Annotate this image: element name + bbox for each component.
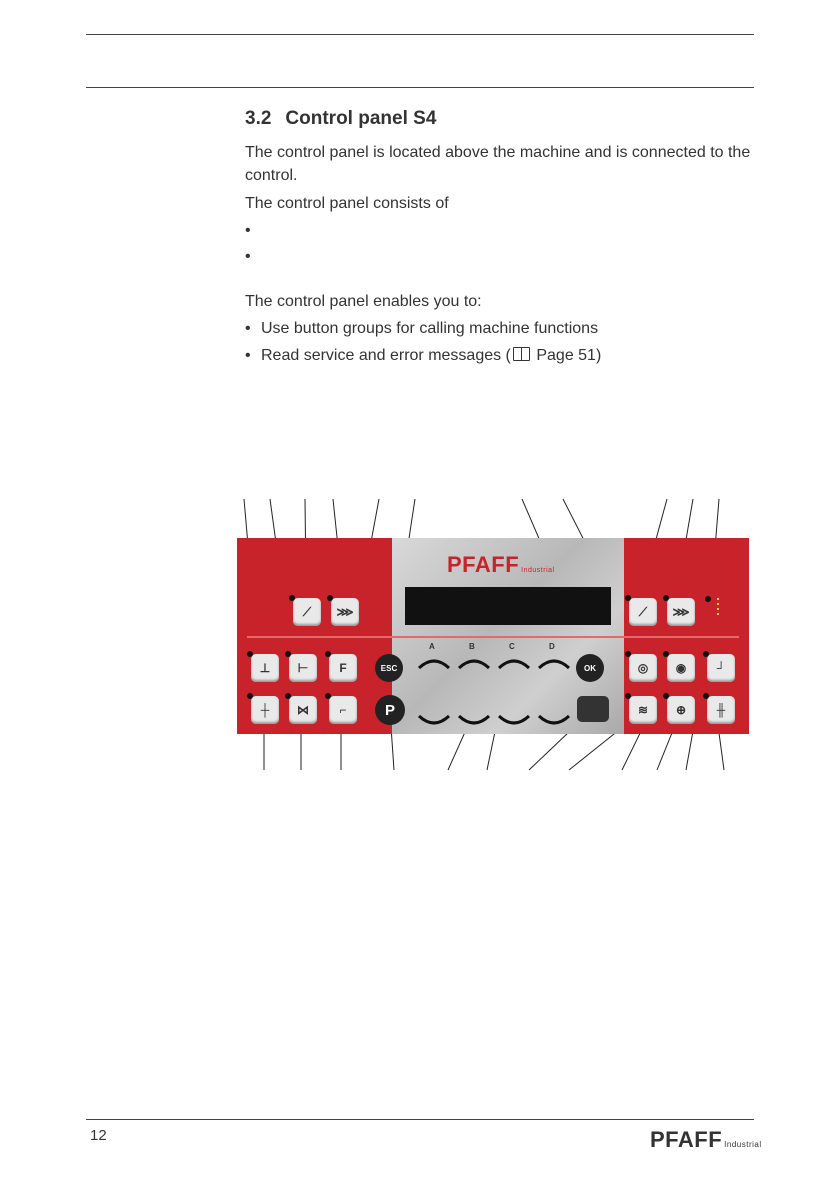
intro-paragraph: The control panel is located above the machine and is connected to the control. [245, 144, 751, 184]
presser-foot-button[interactable] [251, 654, 279, 682]
footer-logo: PFAFF Industrial [650, 1127, 762, 1152]
minus-key-d[interactable] [537, 714, 571, 728]
presser-foot-icon: ⊥ [259, 661, 271, 675]
enables-paragraph: The control panel enables you to: [245, 293, 482, 310]
cutter-button[interactable] [629, 696, 657, 724]
target-icon: ◉ [675, 661, 687, 675]
page-reference: Page 51) [536, 347, 602, 364]
panel-divider [247, 636, 739, 638]
led-scale [717, 598, 719, 618]
plus-key-d[interactable] [537, 656, 571, 670]
needle-position-button[interactable] [251, 696, 279, 724]
key-letter-a: A [429, 642, 435, 651]
footer-rule [86, 1119, 754, 1120]
plus-key-a[interactable] [417, 656, 451, 670]
needle-icon: ⟋ [638, 604, 648, 619]
grid-icon: ⊕ [675, 703, 687, 717]
key-letter-d: D [549, 642, 555, 651]
stitch-icon: ⋙ [336, 605, 354, 619]
esc-button[interactable]: ESC [375, 654, 403, 682]
consists-paragraph: The control panel consists of [245, 195, 449, 212]
knife-button[interactable] [707, 696, 735, 724]
section-title: Control panel S4 [285, 108, 437, 129]
info-button[interactable] [577, 696, 609, 722]
section-number: 3.2 [245, 108, 272, 129]
needle-button[interactable] [293, 598, 321, 626]
bartack-button[interactable] [289, 696, 317, 724]
status-led [705, 596, 711, 602]
minus-key-a[interactable] [417, 714, 451, 728]
counter-icon: ◎ [637, 661, 649, 675]
thread-icon: ⊢ [297, 661, 309, 675]
p-button[interactable]: P [375, 695, 405, 725]
knife-icon: ╫ [716, 703, 726, 717]
counter-button[interactable] [629, 654, 657, 682]
function-button[interactable] [329, 654, 357, 682]
needle-button-right[interactable] [629, 598, 657, 626]
list-item: • [245, 248, 251, 265]
list-item: • Read service and error messages ( Page 51) [245, 347, 602, 364]
key-letter-c: C [509, 642, 515, 651]
panel-display [405, 587, 611, 625]
minus-key-c[interactable] [497, 714, 531, 728]
page-number: 12 [90, 1127, 107, 1144]
list-item: • Use button groups for calling machine functions [245, 320, 599, 337]
foot-button[interactable] [707, 654, 735, 682]
needle-icon: ⟋ [302, 604, 312, 619]
cutter-icon: ≋ [637, 703, 649, 717]
foot-lift-button[interactable] [329, 696, 357, 724]
stitch-button[interactable] [331, 598, 359, 626]
foot-icon: ┘ [716, 661, 726, 675]
stitch-icon: ⋙ [672, 605, 690, 619]
minus-key-b[interactable] [457, 714, 491, 728]
list-item: • [245, 222, 251, 239]
thread-button[interactable] [289, 654, 317, 682]
program-button[interactable] [667, 696, 695, 724]
ok-button[interactable]: OK [576, 654, 604, 682]
function-label: F [339, 661, 347, 675]
control-panel [237, 538, 749, 734]
foot-lift-icon: ⌐ [339, 703, 347, 717]
stitch-button-right[interactable] [667, 598, 695, 626]
plus-key-c[interactable] [497, 656, 531, 670]
light-button[interactable] [667, 654, 695, 682]
needle-position-icon: ┼ [260, 703, 270, 717]
panel-logo: PFAFF Industrial [447, 552, 555, 577]
bartack-icon: ⋈ [297, 703, 309, 717]
key-letter-b: B [469, 642, 475, 651]
plus-key-b[interactable] [457, 656, 491, 670]
